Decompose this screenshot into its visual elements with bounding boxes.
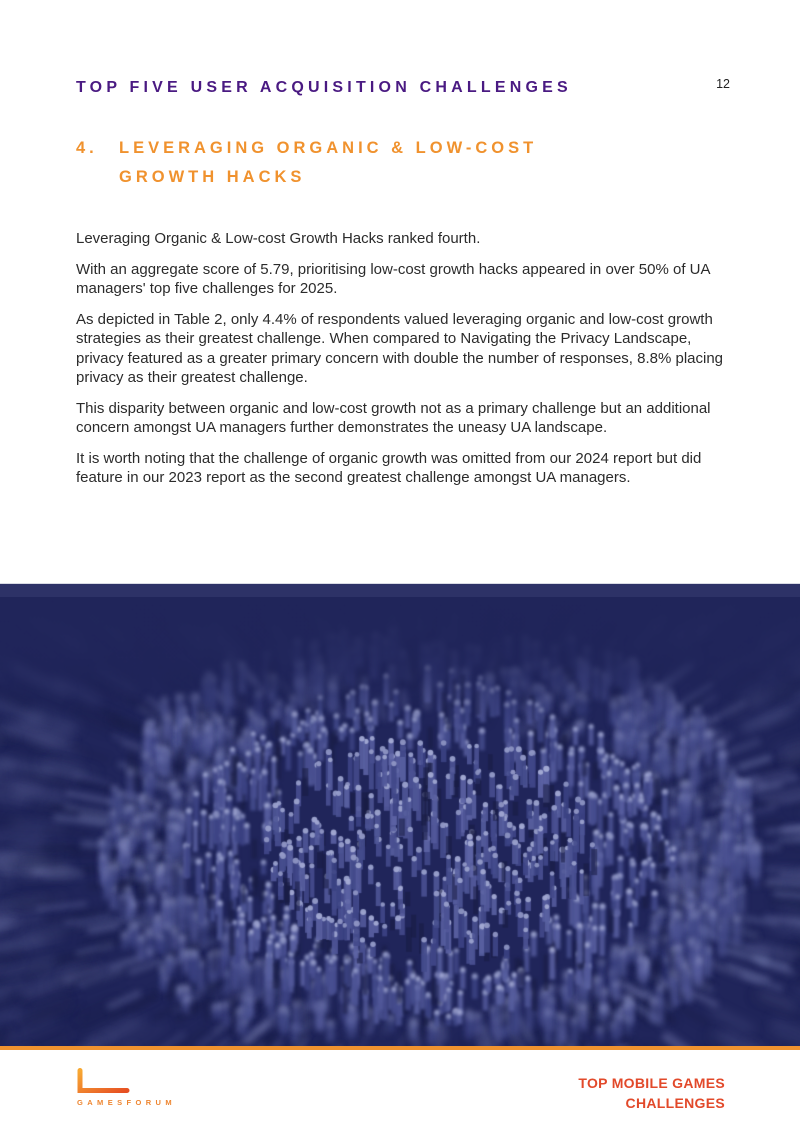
footer-tagline: [578, 1073, 725, 1113]
page-number: 12: [716, 77, 730, 91]
body-copy: [76, 229, 730, 499]
hero-image: [0, 597, 800, 1046]
body-paragraph: This disparity between organic and low-cost growth not as a primary challenge but an additional concern amongst UA managers further demonstrates the uneasy UA landscape.: [76, 399, 711, 436]
section-heading: [76, 134, 537, 192]
body-paragraph: Leveraging Organic & Low-cost Growth Hacks ranked fourth.: [76, 230, 481, 247]
hero-top-band: [0, 583, 800, 597]
body-paragraph: With an aggregate score of 5.79, prioritising low-cost growth hacks appeared in over 50% of UA managers' top five challenges for 2025.: [76, 260, 710, 297]
tagline-line2: CHALLENGES: [625, 1095, 725, 1111]
section-title-line1: LEVERAGING ORGANIC & LOW-COST: [119, 139, 538, 157]
section-title-line2: GROWTH HACKS: [119, 168, 306, 186]
section-number: 4.: [76, 139, 98, 157]
gamesforum-logo: [77, 1066, 176, 1107]
page-header-title: TOP FIVE USER ACQUISITION CHALLENGES: [76, 79, 572, 96]
footer-divider: [0, 1046, 800, 1050]
logo-wordmark: GAMESFORUM: [77, 1098, 176, 1107]
gf-logo-icon: [77, 1066, 169, 1095]
section-title: [119, 134, 537, 192]
body-paragraph: As depicted in Table 2, only 4.4% of respondents valued leveraging organic and low-cost growth strategies as their greatest challenge. When compared to Navigating the Privacy Landscape, privacy featured as a greater primary concern with double the number of responses, 8.8% placing privacy as their greatest challenge.: [76, 310, 724, 386]
body-paragraph: It is worth noting that the challenge of organic growth was omitted from our 2024 report but did feature in our 2023 report as the second greatest challenge amongst UA managers.: [76, 449, 702, 486]
tagline-line1: TOP MOBILE GAMES: [578, 1075, 725, 1091]
